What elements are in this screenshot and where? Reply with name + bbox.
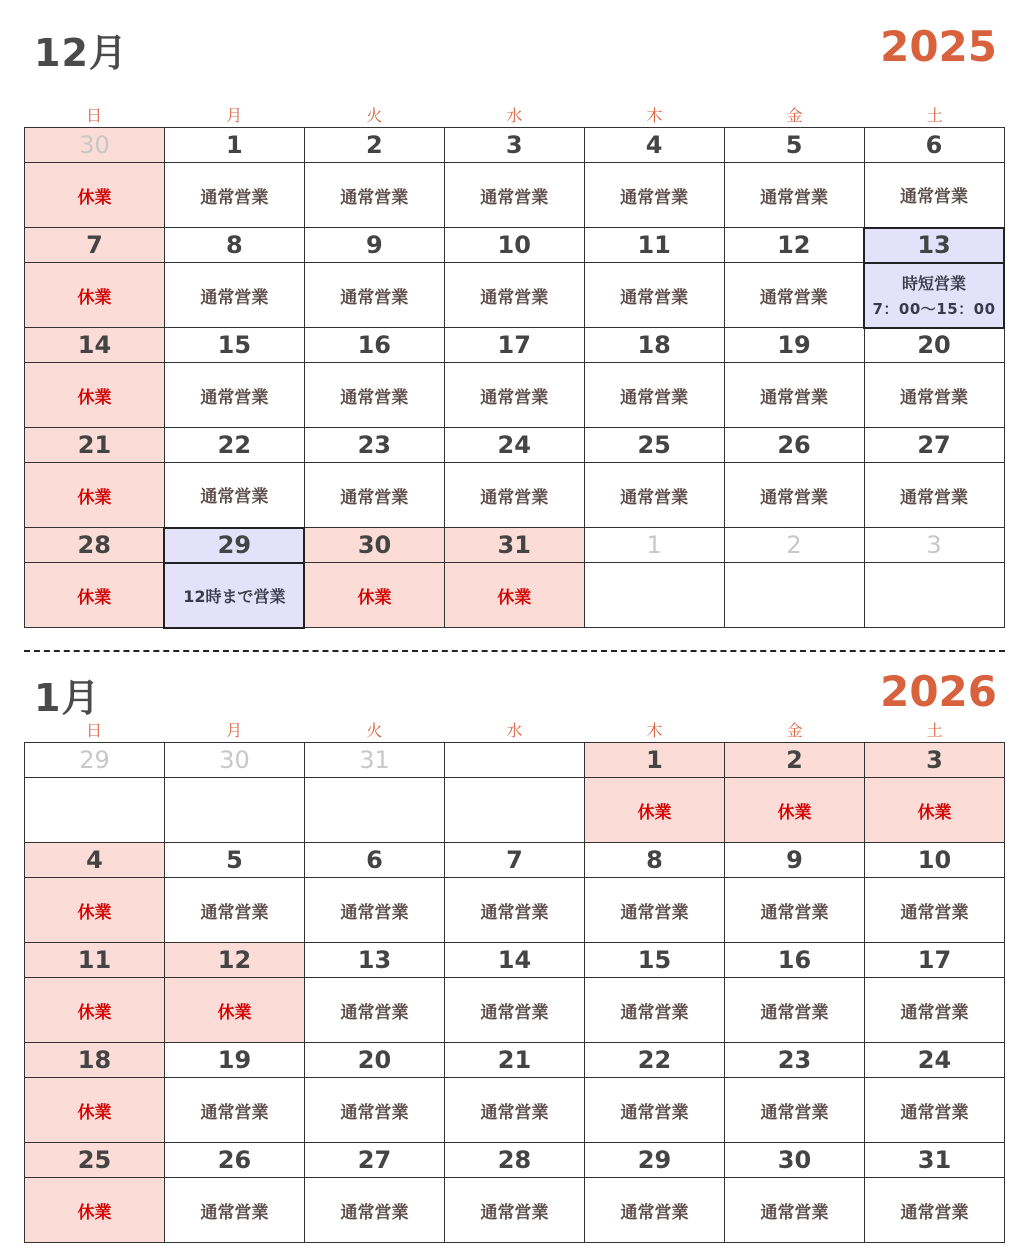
day-number: 27 xyxy=(864,428,1004,463)
closed-status xyxy=(25,463,165,528)
status-label: 通常営業 xyxy=(200,387,269,408)
status-label: 通常営業 xyxy=(200,487,269,508)
day-number: 3 xyxy=(444,128,584,163)
day-number: 21 xyxy=(25,428,165,463)
status-label: 休業 xyxy=(77,287,112,308)
day-number: 29 xyxy=(585,1143,725,1178)
status-label: 休業 xyxy=(77,487,112,508)
week-status-row xyxy=(25,978,1005,1043)
status-label: 通常営業 xyxy=(480,387,549,408)
day-number: 10 xyxy=(865,843,1005,878)
day-number: 13 xyxy=(864,228,1004,263)
weekday-label: 土 xyxy=(926,721,943,740)
week-day-row xyxy=(25,228,1005,263)
status-label: 休業 xyxy=(77,387,112,408)
status-label: 休業 xyxy=(637,802,672,823)
status-label: 通常営業 xyxy=(200,187,269,208)
status-label: 通常営業 xyxy=(340,1202,409,1223)
day-number: 3 xyxy=(865,743,1005,778)
normal-status xyxy=(865,1078,1005,1143)
weekday-label: 火 xyxy=(366,106,383,125)
status-label: 通常営業 xyxy=(620,187,689,208)
status-label: 休業 xyxy=(77,587,112,608)
status-label: 休業 xyxy=(77,1002,112,1023)
status-label: 休業 xyxy=(357,587,392,608)
day-number: 29 xyxy=(25,743,165,778)
empty-cell xyxy=(25,778,165,843)
closed-status xyxy=(304,563,444,628)
week-status-row xyxy=(25,463,1005,528)
status-label: 通常営業 xyxy=(620,1202,689,1223)
normal-status xyxy=(724,463,864,528)
day-number: 8 xyxy=(164,228,304,263)
week-status-row xyxy=(25,563,1005,628)
normal-status xyxy=(724,263,864,328)
day-number: 31 xyxy=(865,1143,1005,1178)
normal-status xyxy=(584,363,724,428)
day-number: 18 xyxy=(584,328,724,363)
status-label: 休業 xyxy=(917,802,952,823)
day-number: 22 xyxy=(585,1043,725,1078)
closed-status xyxy=(25,163,165,228)
normal-status xyxy=(164,263,304,328)
status-label: 通常営業 xyxy=(480,1202,549,1223)
status-label: 通常営業 xyxy=(480,187,549,208)
status-label: 休業 xyxy=(77,187,112,208)
month-title: 12月 xyxy=(34,31,128,75)
status-label: 通常営業 xyxy=(480,1002,549,1023)
status-label: 通常営業 xyxy=(200,902,269,923)
weekday-label: 土 xyxy=(926,106,943,125)
day-number: 9 xyxy=(725,843,865,878)
normal-status xyxy=(305,1078,445,1143)
status-label: 通常営業 xyxy=(480,1102,549,1123)
week-day-row xyxy=(25,843,1005,878)
day-number: 2 xyxy=(724,528,864,563)
day-number: 22 xyxy=(164,428,304,463)
normal-status xyxy=(444,363,584,428)
month-title: 1月 xyxy=(34,676,101,720)
normal-status xyxy=(445,1078,585,1143)
status-label: 休業 xyxy=(77,1102,112,1123)
day-number: 30 xyxy=(25,128,165,163)
week-status-row xyxy=(25,1178,1005,1243)
closed-status xyxy=(585,778,725,843)
day-number: 27 xyxy=(305,1143,445,1178)
normal-status xyxy=(584,463,724,528)
day-number: 1 xyxy=(584,528,724,563)
week-day-row xyxy=(25,1043,1005,1078)
day-number: 30 xyxy=(725,1143,865,1178)
normal-status xyxy=(584,163,724,228)
day-number: 7 xyxy=(25,228,165,263)
status-label: 通常営業 xyxy=(620,287,689,308)
day-number: 18 xyxy=(25,1043,165,1078)
normal-status xyxy=(865,1178,1005,1243)
status-label: 通常営業 xyxy=(340,487,409,508)
status-label: 通常営業 xyxy=(760,1202,829,1223)
day-number: 13 xyxy=(305,943,445,978)
normal-status xyxy=(725,1078,865,1143)
day-number: 12 xyxy=(724,228,864,263)
status-label: 通常営業 xyxy=(759,287,828,308)
status-label: 通常営業 xyxy=(200,287,269,308)
empty-cell xyxy=(584,563,724,628)
status-label: 通常営業 xyxy=(900,1002,969,1023)
year-title: 2025 xyxy=(880,22,997,71)
day-number: 1 xyxy=(585,743,725,778)
normal-status xyxy=(725,878,865,943)
day-number: 25 xyxy=(25,1143,165,1178)
normal-status xyxy=(864,463,1004,528)
weekday-header xyxy=(24,721,1005,741)
day-number: 11 xyxy=(584,228,724,263)
normal-status xyxy=(304,463,444,528)
status-label: 12時まで営業 xyxy=(183,586,286,606)
closed-status xyxy=(25,563,165,628)
day-number: 5 xyxy=(724,128,864,163)
closed-status xyxy=(25,1078,165,1143)
day-number: 11 xyxy=(25,943,165,978)
normal-status xyxy=(865,878,1005,943)
closed-status xyxy=(25,1178,165,1243)
normal-status xyxy=(305,878,445,943)
week-day-row xyxy=(25,128,1005,163)
status-label: 通常営業 xyxy=(480,287,549,308)
day-number: 20 xyxy=(864,328,1004,363)
empty-cell xyxy=(864,563,1004,628)
weekday-label: 火 xyxy=(366,721,383,740)
day-number: 2 xyxy=(725,743,865,778)
normal-status xyxy=(865,978,1005,1043)
week-day-row xyxy=(25,328,1005,363)
normal-status xyxy=(304,163,444,228)
status-label: 通常営業 xyxy=(760,187,829,208)
day-number: 2 xyxy=(304,128,444,163)
normal-status xyxy=(444,163,584,228)
empty-cell xyxy=(445,778,585,843)
status-label: 通常営業 xyxy=(900,1102,969,1123)
closed-status xyxy=(165,978,305,1043)
normal-status xyxy=(164,463,304,528)
empty-cell xyxy=(724,563,864,628)
week-status-row xyxy=(25,163,1005,228)
normal-status xyxy=(585,978,725,1043)
day-number: 4 xyxy=(584,128,724,163)
normal-status xyxy=(864,163,1004,228)
status-label: 通常営業 xyxy=(340,902,409,923)
closed-status xyxy=(865,778,1005,843)
normal-status xyxy=(445,978,585,1043)
day-number: 24 xyxy=(865,1043,1005,1078)
day-number: 6 xyxy=(305,843,445,878)
normal-status xyxy=(864,363,1004,428)
day-number: 14 xyxy=(445,943,585,978)
normal-status xyxy=(445,878,585,943)
normal-status xyxy=(305,978,445,1043)
day-number: 17 xyxy=(444,328,584,363)
status-label: 通常営業 xyxy=(340,387,409,408)
status-label: 通常営業 xyxy=(480,902,549,923)
status-label: 通常営業 xyxy=(620,487,689,508)
normal-status xyxy=(165,1178,305,1243)
day-number: 19 xyxy=(165,1043,305,1078)
day-number: 29 xyxy=(164,528,304,563)
week-day-row xyxy=(25,528,1005,563)
day-number: 14 xyxy=(25,328,165,363)
day-number: 31 xyxy=(444,528,584,563)
weekday-label: 月 xyxy=(226,106,243,125)
status-label: 通常営業 xyxy=(620,1102,689,1123)
normal-status xyxy=(725,1178,865,1243)
normal-status xyxy=(445,1178,585,1243)
normal-status xyxy=(724,163,864,228)
normal-status xyxy=(165,878,305,943)
day-number: 8 xyxy=(585,843,725,878)
status-label: 通常営業 xyxy=(340,1102,409,1123)
day-number: 19 xyxy=(724,328,864,363)
day-number: 10 xyxy=(444,228,584,263)
day-number: 12 xyxy=(165,943,305,978)
closed-status xyxy=(25,978,165,1043)
week-status-row xyxy=(25,778,1005,843)
status-label: 通常営業 xyxy=(760,1002,829,1023)
week-status-row xyxy=(25,878,1005,943)
week-status-row xyxy=(25,363,1005,428)
status-label: 通常営業 xyxy=(340,187,409,208)
week-day-row xyxy=(25,743,1005,778)
day-number: 1 xyxy=(164,128,304,163)
month-divider xyxy=(24,650,1005,652)
empty-cell xyxy=(165,778,305,843)
status-label: 通常営業 xyxy=(340,287,409,308)
day-number: 21 xyxy=(445,1043,585,1078)
status-label: 通常営業 xyxy=(480,487,549,508)
normal-status xyxy=(164,163,304,228)
weekday-label: 水 xyxy=(506,106,523,125)
day-number: 5 xyxy=(165,843,305,878)
weekday-label: 木 xyxy=(646,106,663,125)
day-number: 6 xyxy=(864,128,1004,163)
status-label: 通常営業 xyxy=(200,1202,269,1223)
day-number: 26 xyxy=(165,1143,305,1178)
special-hours-status xyxy=(164,563,304,628)
weekday-label: 金 xyxy=(786,721,803,740)
status-label: 通常営業 xyxy=(760,902,829,923)
hours-label: 7：00～15：00 xyxy=(872,300,996,318)
status-label: 通常営業 xyxy=(760,387,829,408)
status-label: 通常営業 xyxy=(620,1002,689,1023)
day-number: 30 xyxy=(165,743,305,778)
normal-status xyxy=(444,463,584,528)
day-number: 28 xyxy=(445,1143,585,1178)
normal-status xyxy=(305,1178,445,1243)
day-number: 7 xyxy=(445,843,585,878)
status-label: 通常営業 xyxy=(340,1002,409,1023)
status-label: 時短営業 xyxy=(902,274,967,293)
status-label: 通常営業 xyxy=(620,387,689,408)
status-label: 通常営業 xyxy=(900,187,969,208)
day-number: 30 xyxy=(304,528,444,563)
normal-status xyxy=(725,978,865,1043)
day-number: 3 xyxy=(864,528,1004,563)
normal-status xyxy=(304,263,444,328)
closed-status xyxy=(25,363,165,428)
year-title: 2026 xyxy=(880,667,997,716)
day-number: 16 xyxy=(725,943,865,978)
day-number xyxy=(445,743,585,778)
status-label: 通常営業 xyxy=(760,1102,829,1123)
normal-status xyxy=(585,878,725,943)
status-label: 通常営業 xyxy=(200,1102,269,1123)
closed-status xyxy=(725,778,865,843)
status-label: 通常営業 xyxy=(620,902,689,923)
day-number: 24 xyxy=(444,428,584,463)
day-number: 15 xyxy=(164,328,304,363)
normal-status xyxy=(585,1178,725,1243)
normal-status xyxy=(724,363,864,428)
normal-status xyxy=(444,263,584,328)
weekday-label: 日 xyxy=(86,106,103,125)
day-number: 17 xyxy=(865,943,1005,978)
normal-status xyxy=(165,1078,305,1143)
status-label: 休業 xyxy=(77,902,112,923)
calendar-grid xyxy=(24,742,1005,1243)
week-day-row xyxy=(25,1143,1005,1178)
day-number: 4 xyxy=(25,843,165,878)
weekday-label: 木 xyxy=(646,721,663,740)
day-number: 15 xyxy=(585,943,725,978)
week-status-row xyxy=(25,1078,1005,1143)
day-number: 25 xyxy=(584,428,724,463)
status-label: 通常営業 xyxy=(900,487,969,508)
closed-status xyxy=(444,563,584,628)
calendar-grid xyxy=(24,127,1005,629)
normal-status xyxy=(585,1078,725,1143)
status-label: 通常営業 xyxy=(900,902,969,923)
normal-status xyxy=(304,363,444,428)
empty-cell xyxy=(305,778,445,843)
day-number: 16 xyxy=(304,328,444,363)
day-number: 26 xyxy=(724,428,864,463)
day-number: 9 xyxy=(304,228,444,263)
status-label: 通常営業 xyxy=(900,1202,969,1223)
status-label: 通常営業 xyxy=(900,387,969,408)
normal-status xyxy=(164,363,304,428)
weekday-label: 水 xyxy=(506,721,523,740)
weekday-label: 日 xyxy=(86,721,103,740)
status-label: 通常営業 xyxy=(760,487,829,508)
week-day-row xyxy=(25,943,1005,978)
week-day-row xyxy=(25,428,1005,463)
day-number: 20 xyxy=(305,1043,445,1078)
status-label: 休業 xyxy=(497,587,532,608)
closed-status xyxy=(25,263,165,328)
weekday-header xyxy=(24,106,1005,126)
weekday-label: 金 xyxy=(786,106,803,125)
day-number: 23 xyxy=(304,428,444,463)
status-label: 休業 xyxy=(217,1002,252,1023)
week-status-row xyxy=(25,263,1005,328)
special-hours-status xyxy=(864,263,1004,328)
normal-status xyxy=(584,263,724,328)
day-number: 31 xyxy=(305,743,445,778)
status-label: 休業 xyxy=(77,1202,112,1223)
day-number: 23 xyxy=(725,1043,865,1078)
closed-status xyxy=(25,878,165,943)
status-label: 休業 xyxy=(777,802,812,823)
weekday-label: 月 xyxy=(226,721,243,740)
day-number: 28 xyxy=(25,528,165,563)
